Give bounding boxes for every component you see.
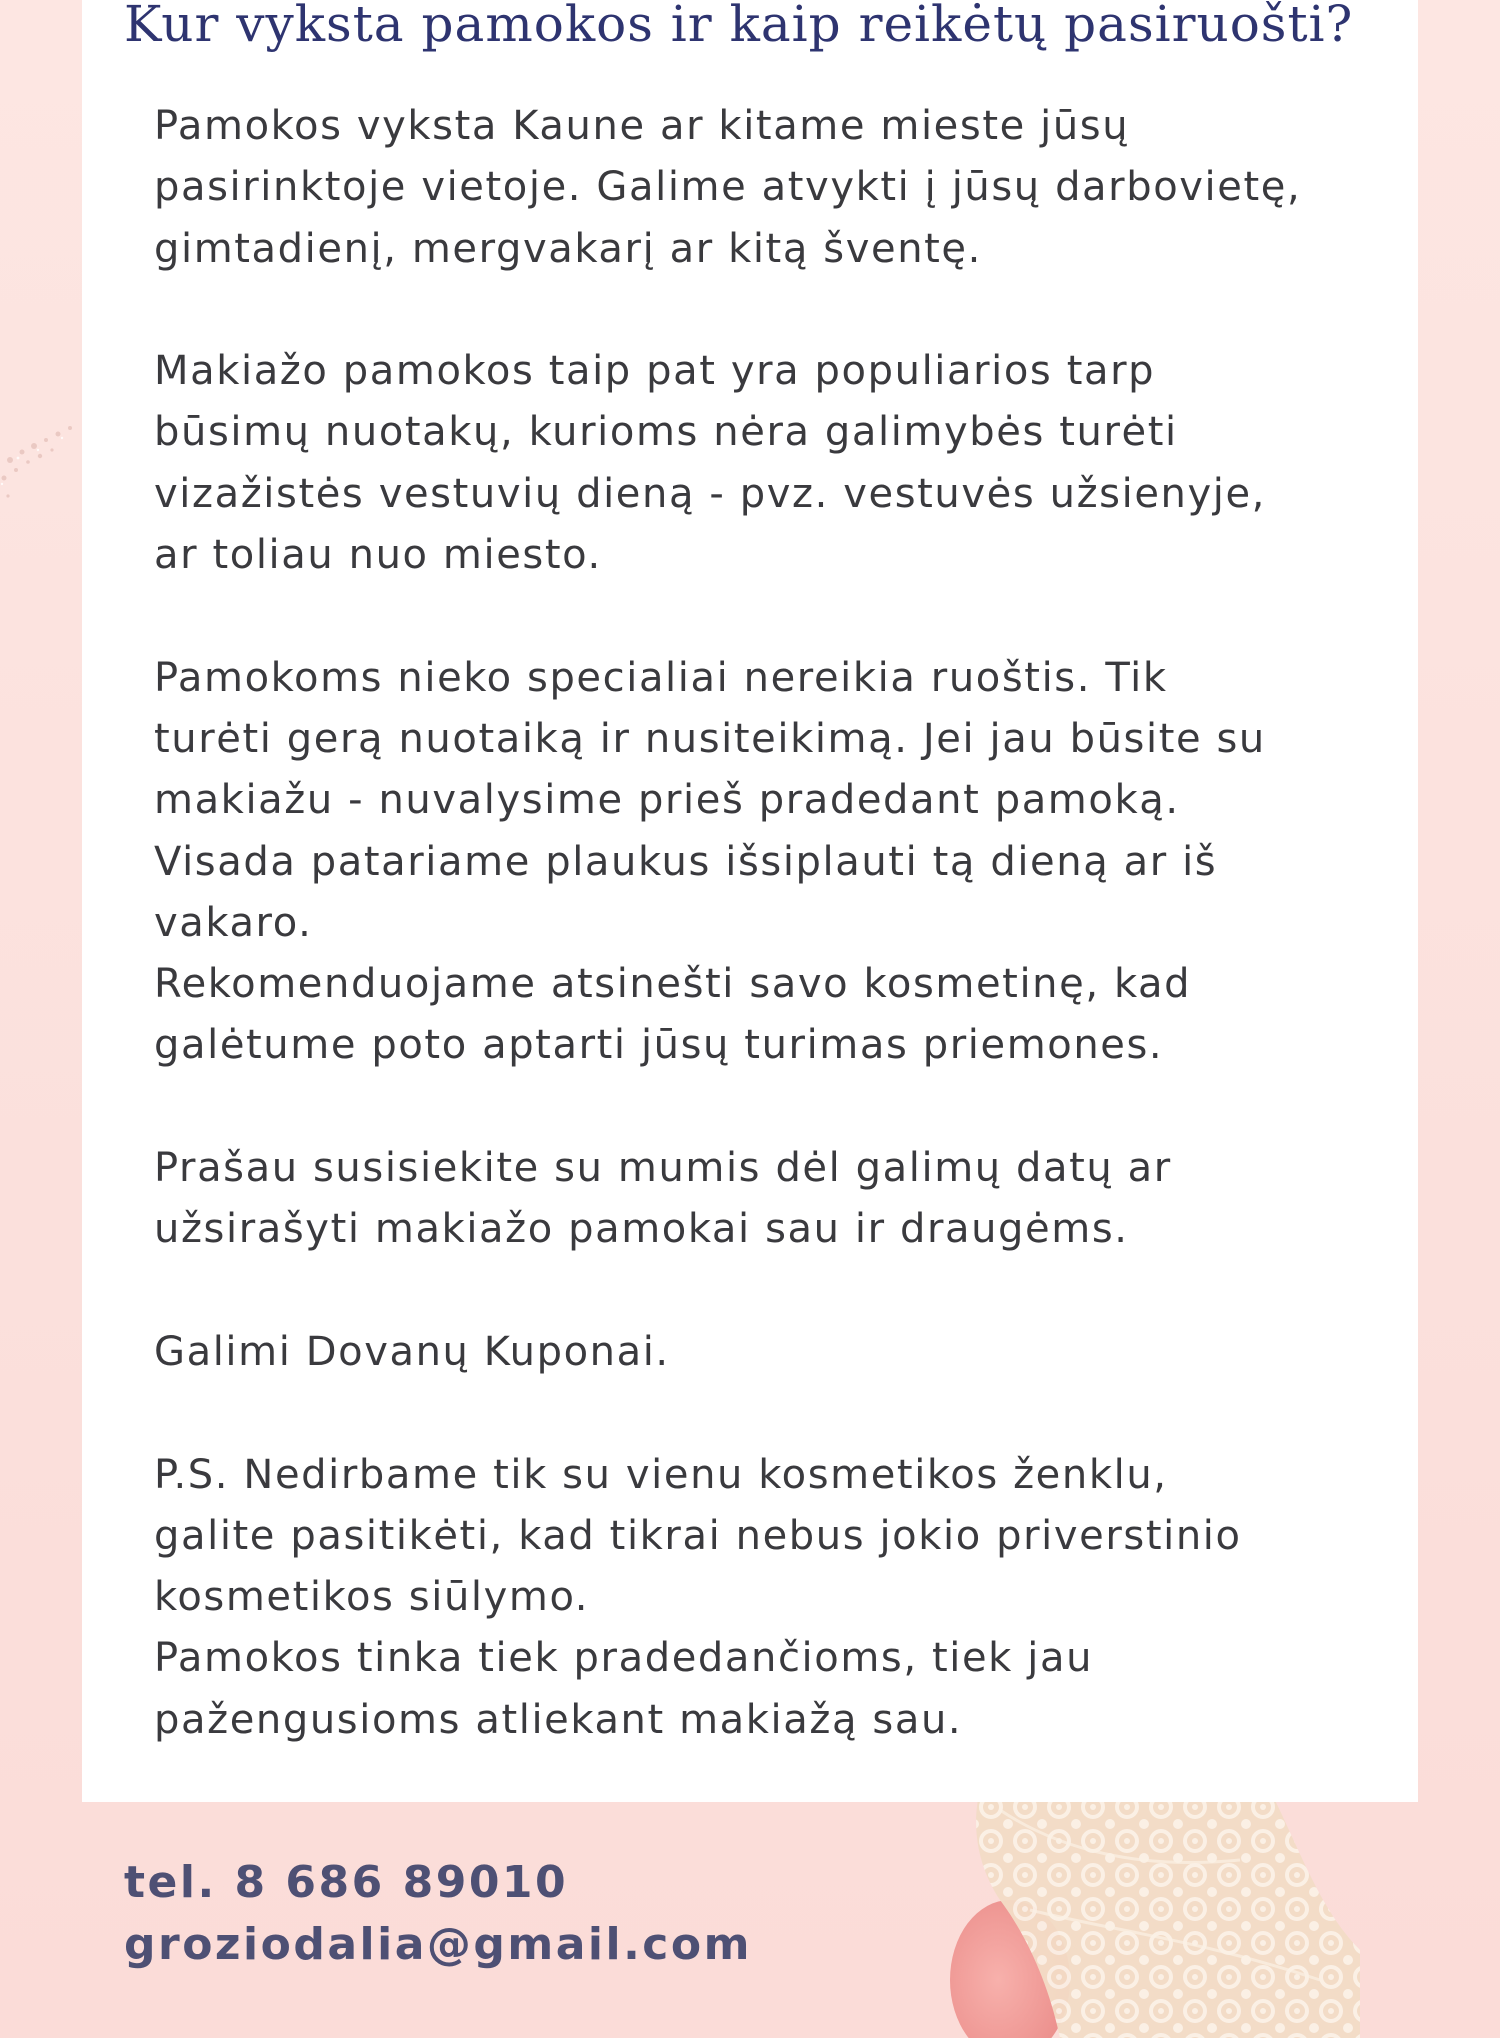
body-line: Rekomenduojame atsinešti savo kosmetinę, kad (154, 961, 1192, 1008)
body-line (154, 586, 1394, 647)
body-line: Pamokos tinka tiek pradedančioms, tiek jau (154, 1635, 1094, 1682)
body-line: makiažu - nuvalysime prieš pradedant pamoką. (154, 777, 1180, 824)
body-line: ar toliau nuo miesto. (154, 532, 602, 579)
body-line: Makiažo pamokos taip pat yra populiarios tarp (154, 348, 1156, 395)
page-title: Kur vyksta pamokos ir kaip reikėtų pasiruošti? (124, 0, 1354, 53)
lace-shoe-decoration (940, 1790, 1360, 2038)
phone-number[interactable]: tel. 8 686 89010 (124, 1857, 569, 1908)
body-line: pasirinktoje vietoje. Galime atvykti į jūsų darbovietę, (154, 164, 1302, 211)
body-line (154, 1261, 1394, 1322)
body-text (154, 96, 1394, 1751)
body-line: užsirašyti makiažo pamokai sau ir draugėms. (154, 1206, 1129, 1253)
body-line: P.S. Nedirbame tik su vienu kosmetikos ženklu, (154, 1451, 1168, 1498)
body-line: gimtadienį, mergvakarį ar kitą šventę. (154, 225, 982, 272)
body-line: Pamokoms nieko specialiai nereikia ruoštis. Tik (154, 654, 1168, 701)
body-line: turėti gerą nuotaiką ir nusiteikimą. Jei jau būsite su (154, 715, 1266, 762)
body-line: Pamokos vyksta Kaune ar kitame mieste jūsų (154, 103, 1130, 149)
contact-info (124, 1852, 752, 1976)
body-line: Galimi Dovanų Kuponai. (154, 1328, 670, 1375)
body-line: vakaro. (154, 899, 313, 946)
body-line: pažengusioms atliekant makiažą sau. (154, 1696, 963, 1743)
body-line: galėtume poto aptarti jūsų turimas priemones. (154, 1022, 1164, 1069)
body-line: vizažistės vestuvių dieną - pvz. vestuvės užsienyje, (154, 470, 1266, 517)
body-line (154, 1383, 1394, 1444)
body-line: kosmetikos siūlymo. (154, 1574, 590, 1621)
email-address[interactable]: groziodalia@gmail.com (124, 1919, 752, 1970)
body-line: galite pasitikėti, kad tikrai nebus jokio priverstinio (154, 1512, 1242, 1559)
body-line: Visada patariame plaukus išsiplauti tą dieną ar iš (154, 838, 1218, 885)
body-line: būsimų nuotakų, kurioms nėra galimybės turėti (154, 409, 1178, 456)
body-line (154, 280, 1394, 341)
body-line: Prašau susisiekite su mumis dėl galimų datų ar (154, 1145, 1172, 1192)
body-line (154, 1077, 1394, 1138)
